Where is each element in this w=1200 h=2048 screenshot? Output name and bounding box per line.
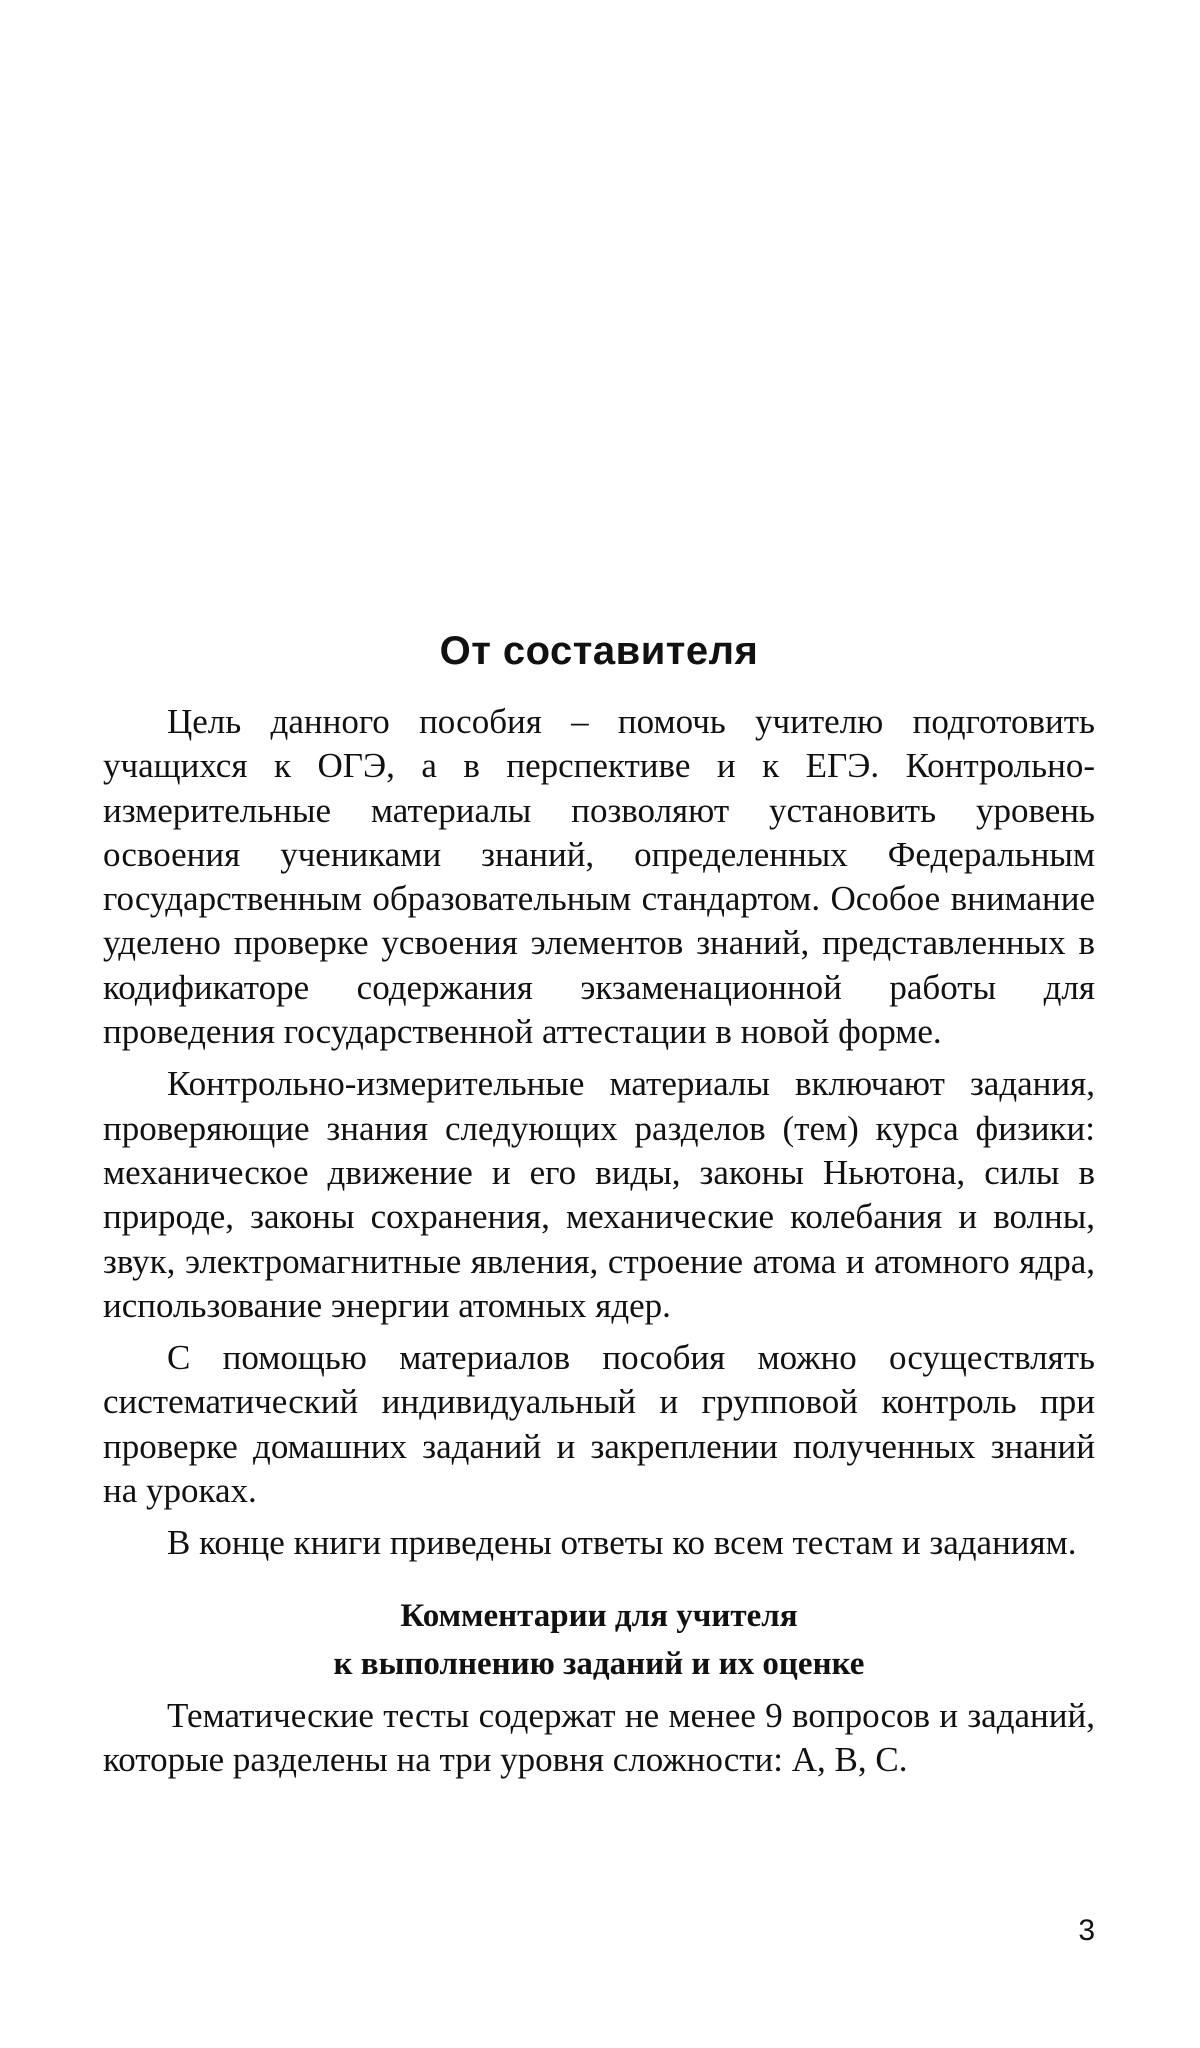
page-number: 3 bbox=[1078, 1914, 1095, 1948]
subsection-title-line-2: к выполнению заданий и их оценке bbox=[103, 1640, 1095, 1688]
page-content bbox=[103, 622, 1095, 1790]
section-title: От составителя bbox=[103, 622, 1095, 680]
paragraph-difficulty-levels: Тематические тесты содержат не менее 9 вопросов и заданий, которые разделены на три уровня сложности: А, В, С. bbox=[103, 1694, 1095, 1783]
paragraph-topics: Контрольно-измерительные материалы включают задания, проверяющие знания следующих разделов (тем) курса физики: механическое движение и его виды, законы Ньютона, силы в природе, законы сохранения, механические колебания и волны, звук, электромагнитные явления, строение атома и атомного ядра, использование энергии атомных ядер. bbox=[103, 1062, 1095, 1328]
paragraph-purpose: Цель данного пособия – помочь учителю подготовить учащихся к ОГЭ, а в перспективе и к ЕГЭ. Контрольно-измерительные материалы позволяют установить уровень освоения учениками знаний, определенных Федеральным государственным образовательным стандартом. Особое внимание уделено проверке усвоения элементов знаний, представленных в кодификаторе содержания экзаменационной работы для проведения государственной аттестации в новой форме. bbox=[103, 700, 1095, 1054]
subsection-title-line-1: Комментарии для учителя bbox=[103, 1592, 1095, 1640]
paragraph-answers: В конце книги приведены ответы ко всем тестам и заданиям. bbox=[103, 1521, 1095, 1565]
paragraph-control: С помощью материалов пособия можно осуществлять систематический индивидуальный и групповой контроль при проверке домашних заданий и закреплении полученных знаний на уроках. bbox=[103, 1336, 1095, 1513]
subsection-title bbox=[103, 1592, 1095, 1688]
